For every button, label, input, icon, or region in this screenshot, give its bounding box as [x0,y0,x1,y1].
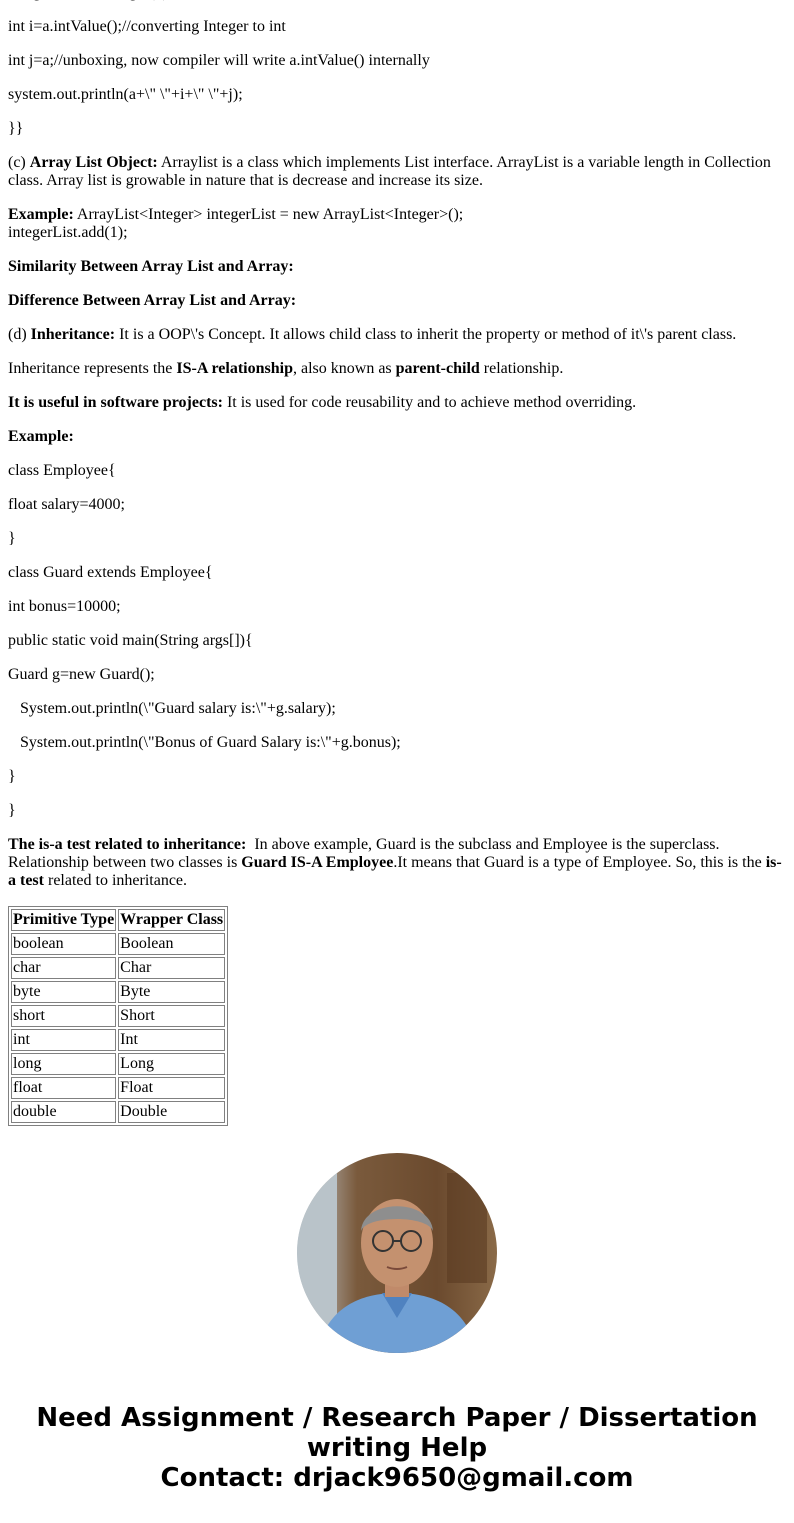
contact-banner [0,1403,794,1493]
code-line: int bonus=10000; [8,598,121,615]
term-heading: Array List Object: [29,154,158,171]
code-line: System.out.println(\"Guard salary is:\"+g.salary); [20,700,336,717]
banner-line: writing Help [306,1433,488,1463]
table-row [11,957,225,979]
table-cell: long [11,1053,116,1075]
code-line [8,0,786,2]
table-cell: Short [118,1005,225,1027]
isa-test-paragraph: The is-a test related to inheritance: In above example, Guard is the subclass and Employee is the superclass. Relationship between two classes is Guard IS-A Employee.It means that Guard is a type of Employee. So, this is the is-a test related to inheritance. [8,836,782,889]
example-code: integerList.add(1); [8,224,128,241]
table-cell: boolean [11,933,116,955]
table-cell: Int [118,1029,225,1051]
item-prefix: (c) [8,154,30,171]
table-cell: char [11,957,116,979]
document-body [8,0,786,1126]
table-header-row [11,909,225,931]
author-photo [297,1153,497,1353]
code-line: class Guard extends Employee{ [8,564,213,581]
code-line: system.out.println(a+\" \"+i+\" \"+j); [8,86,243,103]
table-row [11,1077,225,1099]
code-line: } [8,802,16,819]
inheritance-usefulness: It is useful in software projects: It is used for code reusability and to achieve method overriding. [8,394,637,411]
code-line: float salary=4000; [8,496,125,513]
example-code: ArrayList<Integer> integerList = new ArrayList<Integer>(); [73,206,464,223]
table-cell: Boolean [118,933,225,955]
paragraph-text: Arraylist is a class which implements List interface. ArrayList is a variable length in Collection class. Array list is growable in nature that is decrease and increase its size. [8,154,771,189]
code-line: public static void main(String args[]){ [8,632,253,649]
table-cell: int [11,1029,116,1051]
contact-email: Contact: drjack9650@gmail.com [160,1463,634,1493]
table-row [11,1053,225,1075]
table-cell: Byte [118,981,225,1003]
inheritance-relationship: Inheritance represents the IS-A relationship, also known as parent-child relationship. [8,360,564,377]
primitive-wrapper-table [8,906,228,1126]
column-header: Primitive Type [11,909,116,931]
similarity-heading: Similarity Between Array List and Array: [8,258,294,275]
column-header: Wrapper Class [118,909,225,931]
code-line: Guard g=new Guard(); [8,666,155,683]
table-cell: Long [118,1053,225,1075]
inheritance-paragraph [8,326,786,344]
code-line: }} [8,120,24,137]
banner-line: Need Assignment / Research Paper / Dissertation [36,1403,758,1433]
code-line: } [8,530,16,547]
table-cell: float [11,1077,116,1099]
table-row [11,1029,225,1051]
table-row [11,981,225,1003]
paragraph-text: It is a OOP\'s Concept. It allows child class to inherit the property or method of it\'s parent class. [115,326,737,343]
example-label: Example: [8,206,74,223]
difference-heading: Difference Between Array List and Array: [8,292,297,309]
code-line: class Employee{ [8,462,116,479]
code-line: System.out.println(\"Bonus of Guard Salary is:\"+g.bonus); [20,734,401,751]
table-row [11,933,225,955]
table-cell: byte [11,981,116,1003]
table-cell: Float [118,1077,225,1099]
inheritance-example-label: Example: [8,428,74,445]
table-cell: Char [118,957,225,979]
arraylist-paragraph [8,154,786,190]
code-line: int i=a.intValue();//converting Integer to int [8,18,286,35]
code-line: } [8,768,16,785]
table-row [11,1101,225,1123]
term-heading: Inheritance: [30,326,116,343]
table-row [11,1005,225,1027]
code-line: int j=a;//unboxing, now compiler will write a.intValue() internally [8,52,430,69]
item-prefix: (d) [8,326,31,343]
arraylist-example [8,206,786,242]
table-cell: Double [118,1101,225,1123]
table-cell: double [11,1101,116,1123]
portrait-image [297,1153,497,1353]
table-cell: short [11,1005,116,1027]
